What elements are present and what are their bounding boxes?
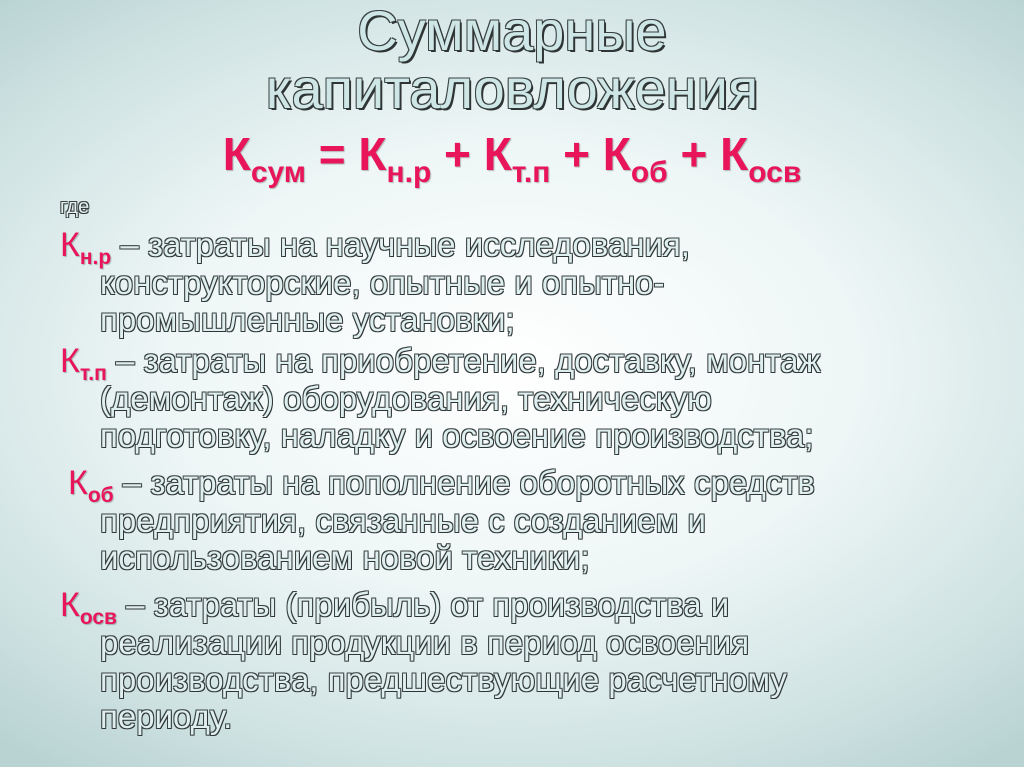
definition-symbol: $К_{об}$: [68, 464, 114, 507]
definition-line: производства, предшествующие расчетному: [100, 661, 787, 698]
definition-line: использованием новой техники;: [100, 539, 590, 576]
definition-line: промышленные установки;: [100, 301, 515, 338]
definition-line: $К_{об}$ – затраты на пополнение оборотных средств: [68, 464, 815, 507]
definition-line: $К_{н.р}$ – затраты на научные исследования,: [60, 226, 690, 269]
formula-plus: +: [667, 128, 721, 180]
definition-k-tp: [60, 342, 980, 454]
definition-line: (демонтаж) оборудования, техническую: [100, 380, 712, 417]
definition-symbol: $К_{т.п}$: [60, 342, 107, 385]
slide-title: [0, 2, 1024, 118]
slide-title-line-2: капиталовложения: [265, 57, 759, 120]
formula-equals: =: [305, 128, 359, 180]
slide-title-line-1: Суммарные: [357, 0, 667, 62]
total-investment-formula: [0, 128, 1024, 189]
formula-plus: +: [431, 128, 484, 180]
definition-k-nr: [60, 226, 980, 338]
definition-line: $К_{осв}$ – затраты (прибыль) от производства и: [60, 586, 730, 629]
formula-k-sum: $К_{сум}$: [222, 128, 306, 189]
definition-k-osv: [60, 586, 980, 735]
definition-line: периоду.: [100, 698, 233, 735]
definition-line: предприятия, связанные с созданием и: [100, 502, 706, 539]
definition-k-ob: [68, 464, 988, 576]
definition-symbol: $К_{н.р}$: [60, 226, 112, 269]
formula-plus: +: [550, 128, 603, 180]
definition-line: подготовку, наладку и освоение производства;: [100, 417, 814, 454]
definition-line: реализации продукции в период освоения: [100, 624, 750, 661]
formula-k-ob: $К_{об}$: [602, 128, 668, 189]
definition-line: конструкторские, опытные и опытно-: [100, 264, 665, 301]
formula-k-tp: $К_{т.п}$: [483, 128, 551, 189]
definition-line: $К_{т.п}$ – затраты на приобретение, доставку, монтаж: [60, 342, 821, 385]
formula-k-nr: $К_{н.р}$: [358, 128, 432, 189]
where-label: где: [60, 196, 90, 218]
formula-k-osv: $К_{осв}$: [720, 128, 802, 189]
definition-symbol: $К_{осв}$: [60, 586, 117, 629]
